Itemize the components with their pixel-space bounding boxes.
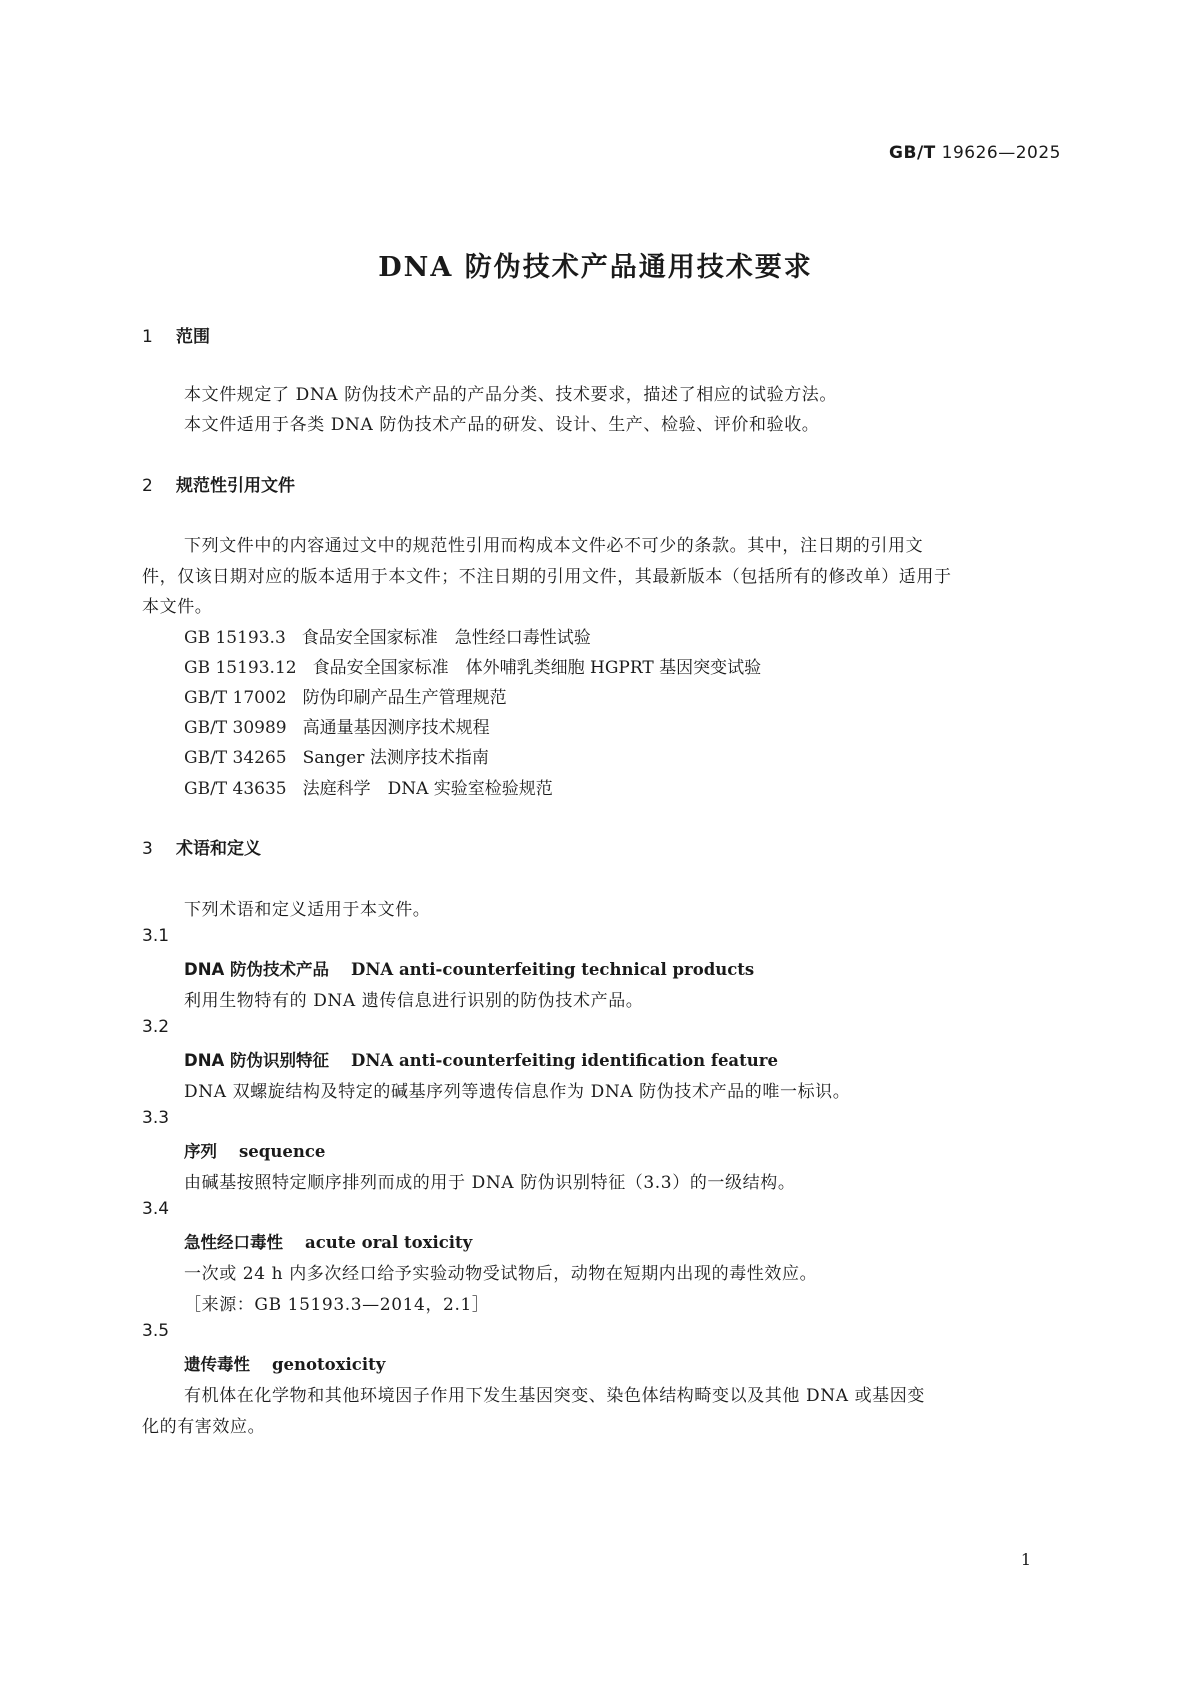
term-definition: 利用生物特有的 DNA 遗传信息进行识别的防伪技术产品。	[184, 991, 644, 1011]
section-title: 规范性引用文件	[176, 476, 295, 496]
standard-year: 19626—2025	[941, 143, 1061, 163]
reference-title: 食品安全国家标准 体外哺乳类细胞 HGPRT 基因突变试验	[312, 658, 762, 678]
term-en: genotoxicity	[272, 1355, 386, 1374]
clause-number: 3.2	[142, 1017, 170, 1037]
term-definition-continued: 化的有害效应。	[142, 1417, 266, 1437]
page-number: 1	[1020, 1550, 1031, 1569]
reference-code: GB/T 43635	[184, 779, 287, 799]
clause-number: 3.1	[142, 926, 170, 946]
paragraph: 本文件适用于各类 DNA 防伪技术产品的研发、设计、生产、检验、评价和验收。	[184, 415, 820, 435]
term-heading	[184, 1138, 325, 1162]
term-heading	[184, 1229, 472, 1253]
term-heading	[184, 1047, 778, 1071]
term-definition: 一次或 24 h 内多次经口给予实验动物受试物后，动物在短期内出现的毒性效应。	[184, 1264, 818, 1284]
term-source: ［来源：GB 15193.3—2014，2.1］	[184, 1295, 490, 1315]
section-3-heading	[142, 834, 261, 859]
paragraph-continued: 本文件。	[142, 597, 213, 617]
reference-item	[184, 774, 553, 799]
term-en: DNA anti-counterfeiting technical products	[351, 960, 755, 979]
paragraph: 本文件规定了 DNA 防伪技术产品的产品分类、技术要求，描述了相应的试验方法。	[184, 385, 837, 405]
document-title: DNA 防伪技术产品通用技术要求	[378, 252, 813, 283]
term-heading	[184, 956, 754, 980]
term-definition: 有机体在化学物和其他环境因子作用下发生基因突变、染色体结构畸变以及其他 DNA 或基因变	[184, 1386, 925, 1406]
reference-code: GB/T 34265	[184, 748, 287, 768]
section-1-heading	[142, 322, 210, 347]
reference-code: GB 15193.3	[184, 628, 286, 648]
reference-code: GB 15193.12	[184, 658, 297, 678]
standard-prefix: GB/T	[889, 143, 936, 163]
reference-title: 高通量基因测序技术规程	[302, 718, 490, 738]
standard-number	[889, 143, 1061, 163]
clause-number: 3.3	[142, 1108, 170, 1128]
term-heading	[184, 1351, 385, 1375]
term-zh: DNA 防伪识别特征	[184, 1051, 330, 1070]
reference-title: 法庭科学 DNA 实验室检验规范	[302, 779, 553, 799]
reference-title: Sanger 法测序技术指南	[302, 748, 489, 768]
reference-item	[184, 683, 507, 708]
reference-item	[184, 653, 761, 678]
section-number: 2	[142, 476, 153, 496]
section-number: 3	[142, 839, 153, 859]
reference-item	[184, 713, 490, 738]
term-zh: 急性经口毒性	[184, 1233, 283, 1252]
section-2-heading	[142, 471, 295, 496]
term-en: sequence	[239, 1142, 326, 1161]
clause-number: 3.4	[142, 1199, 170, 1219]
term-zh: 遗传毒性	[184, 1355, 250, 1374]
reference-item	[184, 623, 591, 648]
reference-code: GB/T 30989	[184, 718, 287, 738]
term-zh: 序列	[184, 1142, 217, 1161]
clause-number: 3.5	[142, 1321, 170, 1341]
reference-item	[184, 743, 489, 768]
reference-title: 防伪印刷产品生产管理规范	[302, 688, 507, 708]
section-title: 范围	[176, 327, 210, 347]
paragraph-continued: 件，仅该日期对应的版本适用于本文件；不注日期的引用文件，其最新版本（包括所有的修改单）适用于	[142, 567, 952, 587]
section-title: 术语和定义	[176, 839, 261, 859]
paragraph: 下列术语和定义适用于本文件。	[184, 900, 431, 920]
term-definition: 由碱基按照特定顺序排列而成的用于 DNA 防伪识别特征（3.3）的一级结构。	[184, 1173, 796, 1193]
term-en: acute oral toxicity	[305, 1233, 473, 1252]
term-en: DNA anti-counterfeiting identification feature	[351, 1051, 778, 1070]
section-number: 1	[142, 327, 153, 347]
paragraph: 下列文件中的内容通过文中的规范性引用而构成本文件必不可少的条款。其中，注日期的引用文	[184, 536, 924, 556]
reference-title: 食品安全国家标准 急性经口毒性试验	[301, 628, 591, 648]
term-definition: DNA 双螺旋结构及特定的碱基序列等遗传信息作为 DNA 防伪技术产品的唯一标识。	[184, 1082, 851, 1102]
reference-code: GB/T 17002	[184, 688, 287, 708]
term-zh: DNA 防伪技术产品	[184, 960, 330, 979]
